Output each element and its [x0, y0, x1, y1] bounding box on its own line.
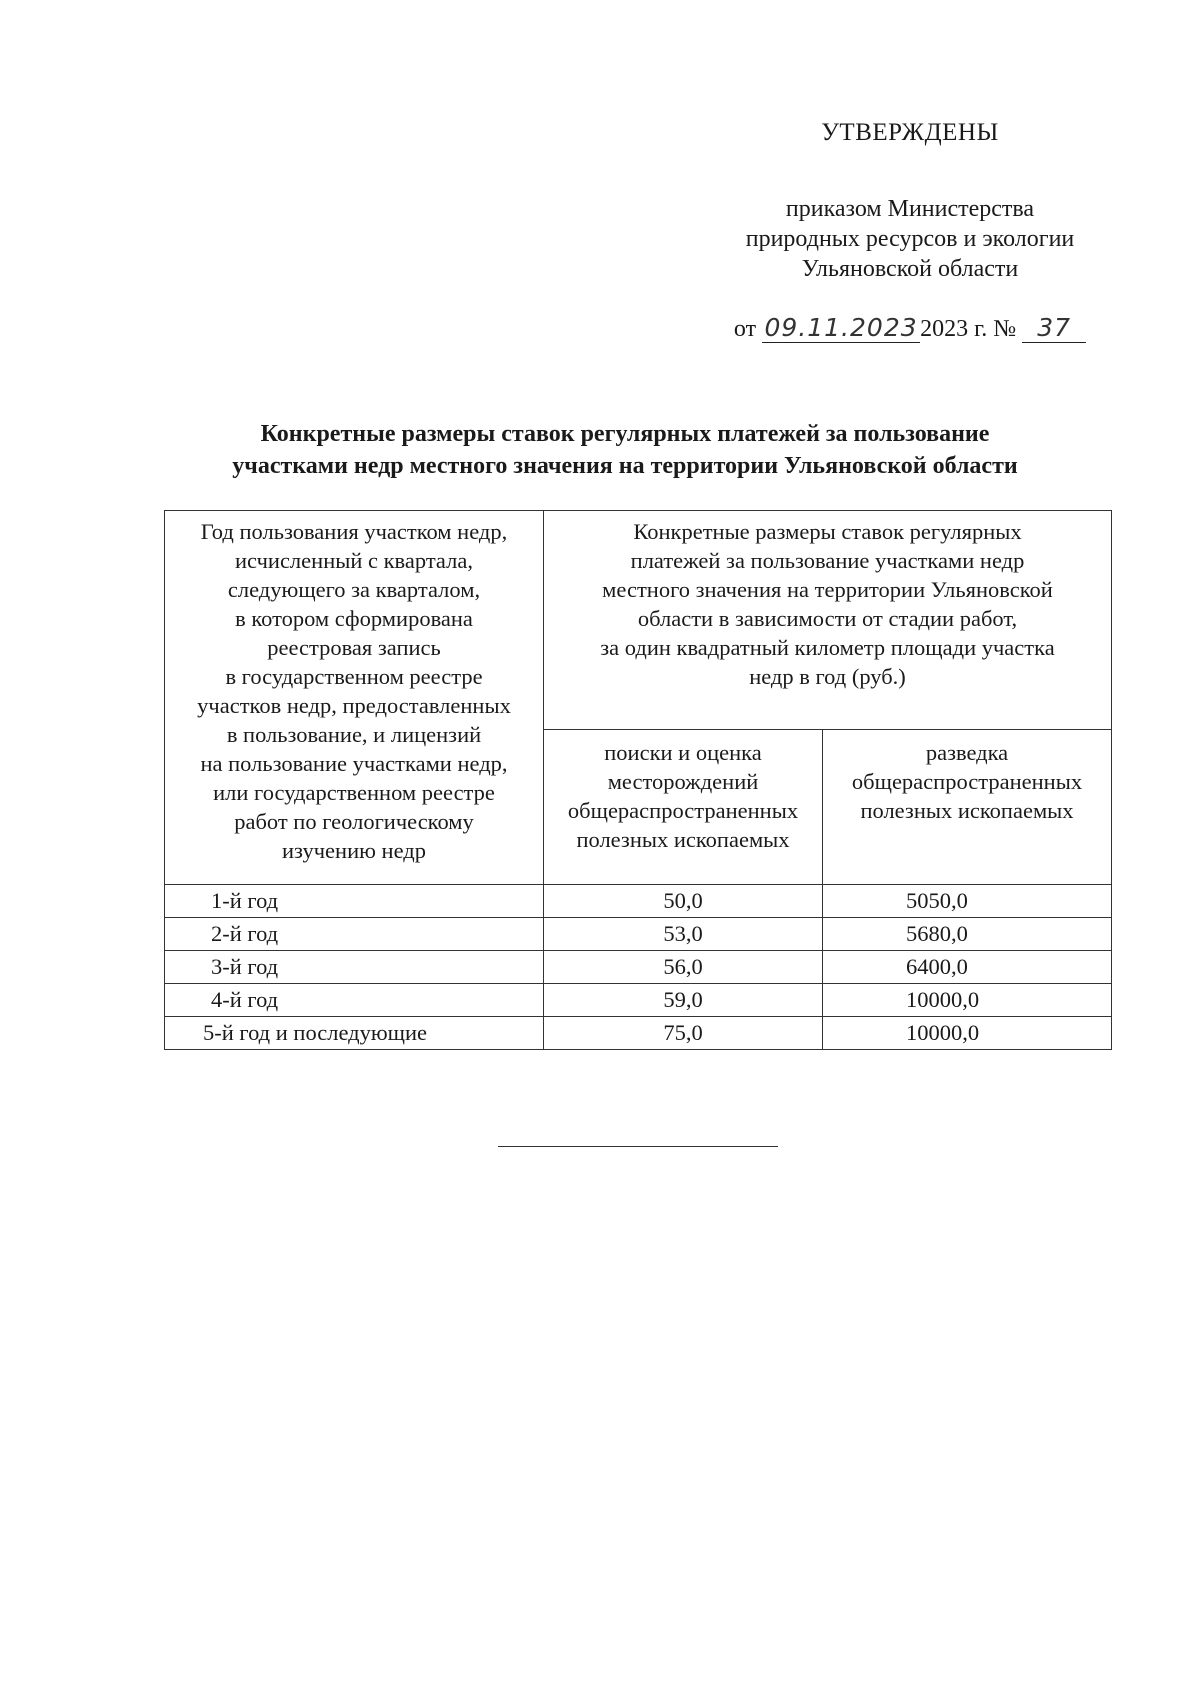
- cell-text: 1-й год: [211, 888, 279, 913]
- table-row: [165, 885, 1112, 918]
- header-line: разведка: [925, 740, 1009, 765]
- order-line: приказом Министерства: [785, 196, 1035, 222]
- end-divider: [498, 1146, 778, 1147]
- header-line: поиски и оценка: [604, 740, 762, 765]
- header-line: за один квадратный километр площади участка: [600, 635, 1055, 660]
- cell-search: [544, 885, 823, 918]
- table-row: [165, 984, 1112, 1017]
- cell-text: 10000,0: [906, 1020, 980, 1045]
- header-line: общераспространенных: [567, 798, 799, 823]
- cell-year: [165, 918, 544, 951]
- header-line: реестровая запись: [267, 635, 441, 660]
- cell-text: 53,0: [663, 921, 703, 946]
- cell-search: [544, 984, 823, 1017]
- order-text: [720, 194, 1100, 284]
- header-search-evaluation: [544, 730, 823, 885]
- order-line: природных ресурсов и экологии: [745, 226, 1075, 252]
- header-line: недр в год (руб.): [749, 664, 906, 689]
- cell-text: 4-й год: [211, 987, 279, 1012]
- header-line: в пользование, и лицензий: [226, 722, 482, 747]
- header-line: изучению недр: [282, 838, 426, 863]
- cell-text: 2-й год: [211, 921, 279, 946]
- cell-explore: [823, 1017, 1112, 1050]
- header-rates: [544, 511, 1112, 730]
- from-label: от: [733, 316, 757, 342]
- cell-text: 10000,0: [906, 987, 980, 1012]
- header-line: Конкретные размеры ставок регулярных: [633, 519, 1022, 544]
- handwritten-date: 09.11.2023: [762, 314, 920, 343]
- table-row: [165, 1017, 1112, 1050]
- cell-text: 3-й год: [211, 954, 279, 979]
- cell-text: 50,0: [663, 888, 703, 913]
- year-text: 2023 г. №: [920, 316, 1017, 342]
- document-title: [160, 418, 1090, 482]
- header-line: или государственном реестре: [213, 780, 495, 805]
- header-line: месторождений: [607, 769, 759, 794]
- header-line: на пользование участками недр,: [200, 751, 508, 776]
- cell-text: 5680,0: [906, 921, 968, 946]
- cell-text: 5-й год и последующие: [203, 1020, 428, 1045]
- header-line: работ по геологическому: [234, 809, 474, 834]
- cell-text: 59,0: [663, 987, 703, 1012]
- cell-explore: [823, 918, 1112, 951]
- title-line: участками недр местного значения на территории Ульяновской области: [232, 453, 1018, 479]
- table-row: [165, 951, 1112, 984]
- header-line: местного значения на территории Ульяновской: [602, 577, 1053, 602]
- approval-block: [720, 118, 1100, 344]
- header-line: Год пользования участком недр,: [200, 519, 508, 544]
- header-exploration: [823, 730, 1112, 885]
- rates-table: [164, 510, 1112, 1050]
- header-year: [165, 511, 544, 885]
- header-line: полезных ископаемых: [860, 798, 1074, 823]
- header-line: области в зависимости от стадии работ,: [637, 606, 1018, 631]
- header-line: исчисленный с квартала,: [235, 548, 473, 573]
- cell-text: 5050,0: [906, 888, 968, 913]
- cell-explore: [823, 951, 1112, 984]
- cell-text: 56,0: [663, 954, 703, 979]
- header-line: общераспространенных: [851, 769, 1083, 794]
- cell-search: [544, 918, 823, 951]
- header-line: участков недр, предоставленных: [197, 693, 511, 718]
- order-line: Ульяновской области: [801, 256, 1019, 282]
- header-line: платежей за пользование участками недр: [630, 548, 1025, 573]
- title-line: Конкретные размеры ставок регулярных платежей за пользование: [260, 421, 990, 447]
- cell-text: 6400,0: [906, 954, 968, 979]
- cell-year: [165, 885, 544, 918]
- cell-year: [165, 951, 544, 984]
- cell-explore: [823, 984, 1112, 1017]
- table-row: [165, 918, 1112, 951]
- handwritten-number: 37: [1022, 314, 1086, 343]
- cell-text: 75,0: [663, 1020, 703, 1045]
- cell-search: [544, 951, 823, 984]
- cell-year: [165, 1017, 544, 1050]
- cell-search: [544, 1017, 823, 1050]
- order-date-number: [720, 314, 1100, 344]
- header-line: полезных ископаемых: [576, 827, 790, 852]
- cell-explore: [823, 885, 1112, 918]
- header-line: следующего за кварталом,: [227, 577, 481, 602]
- cell-year: [165, 984, 544, 1017]
- header-line: в государственном реестре: [225, 664, 483, 689]
- approved-heading: УТВЕРЖДЕНЫ: [821, 119, 999, 146]
- header-line: в котором сформирована: [235, 606, 473, 631]
